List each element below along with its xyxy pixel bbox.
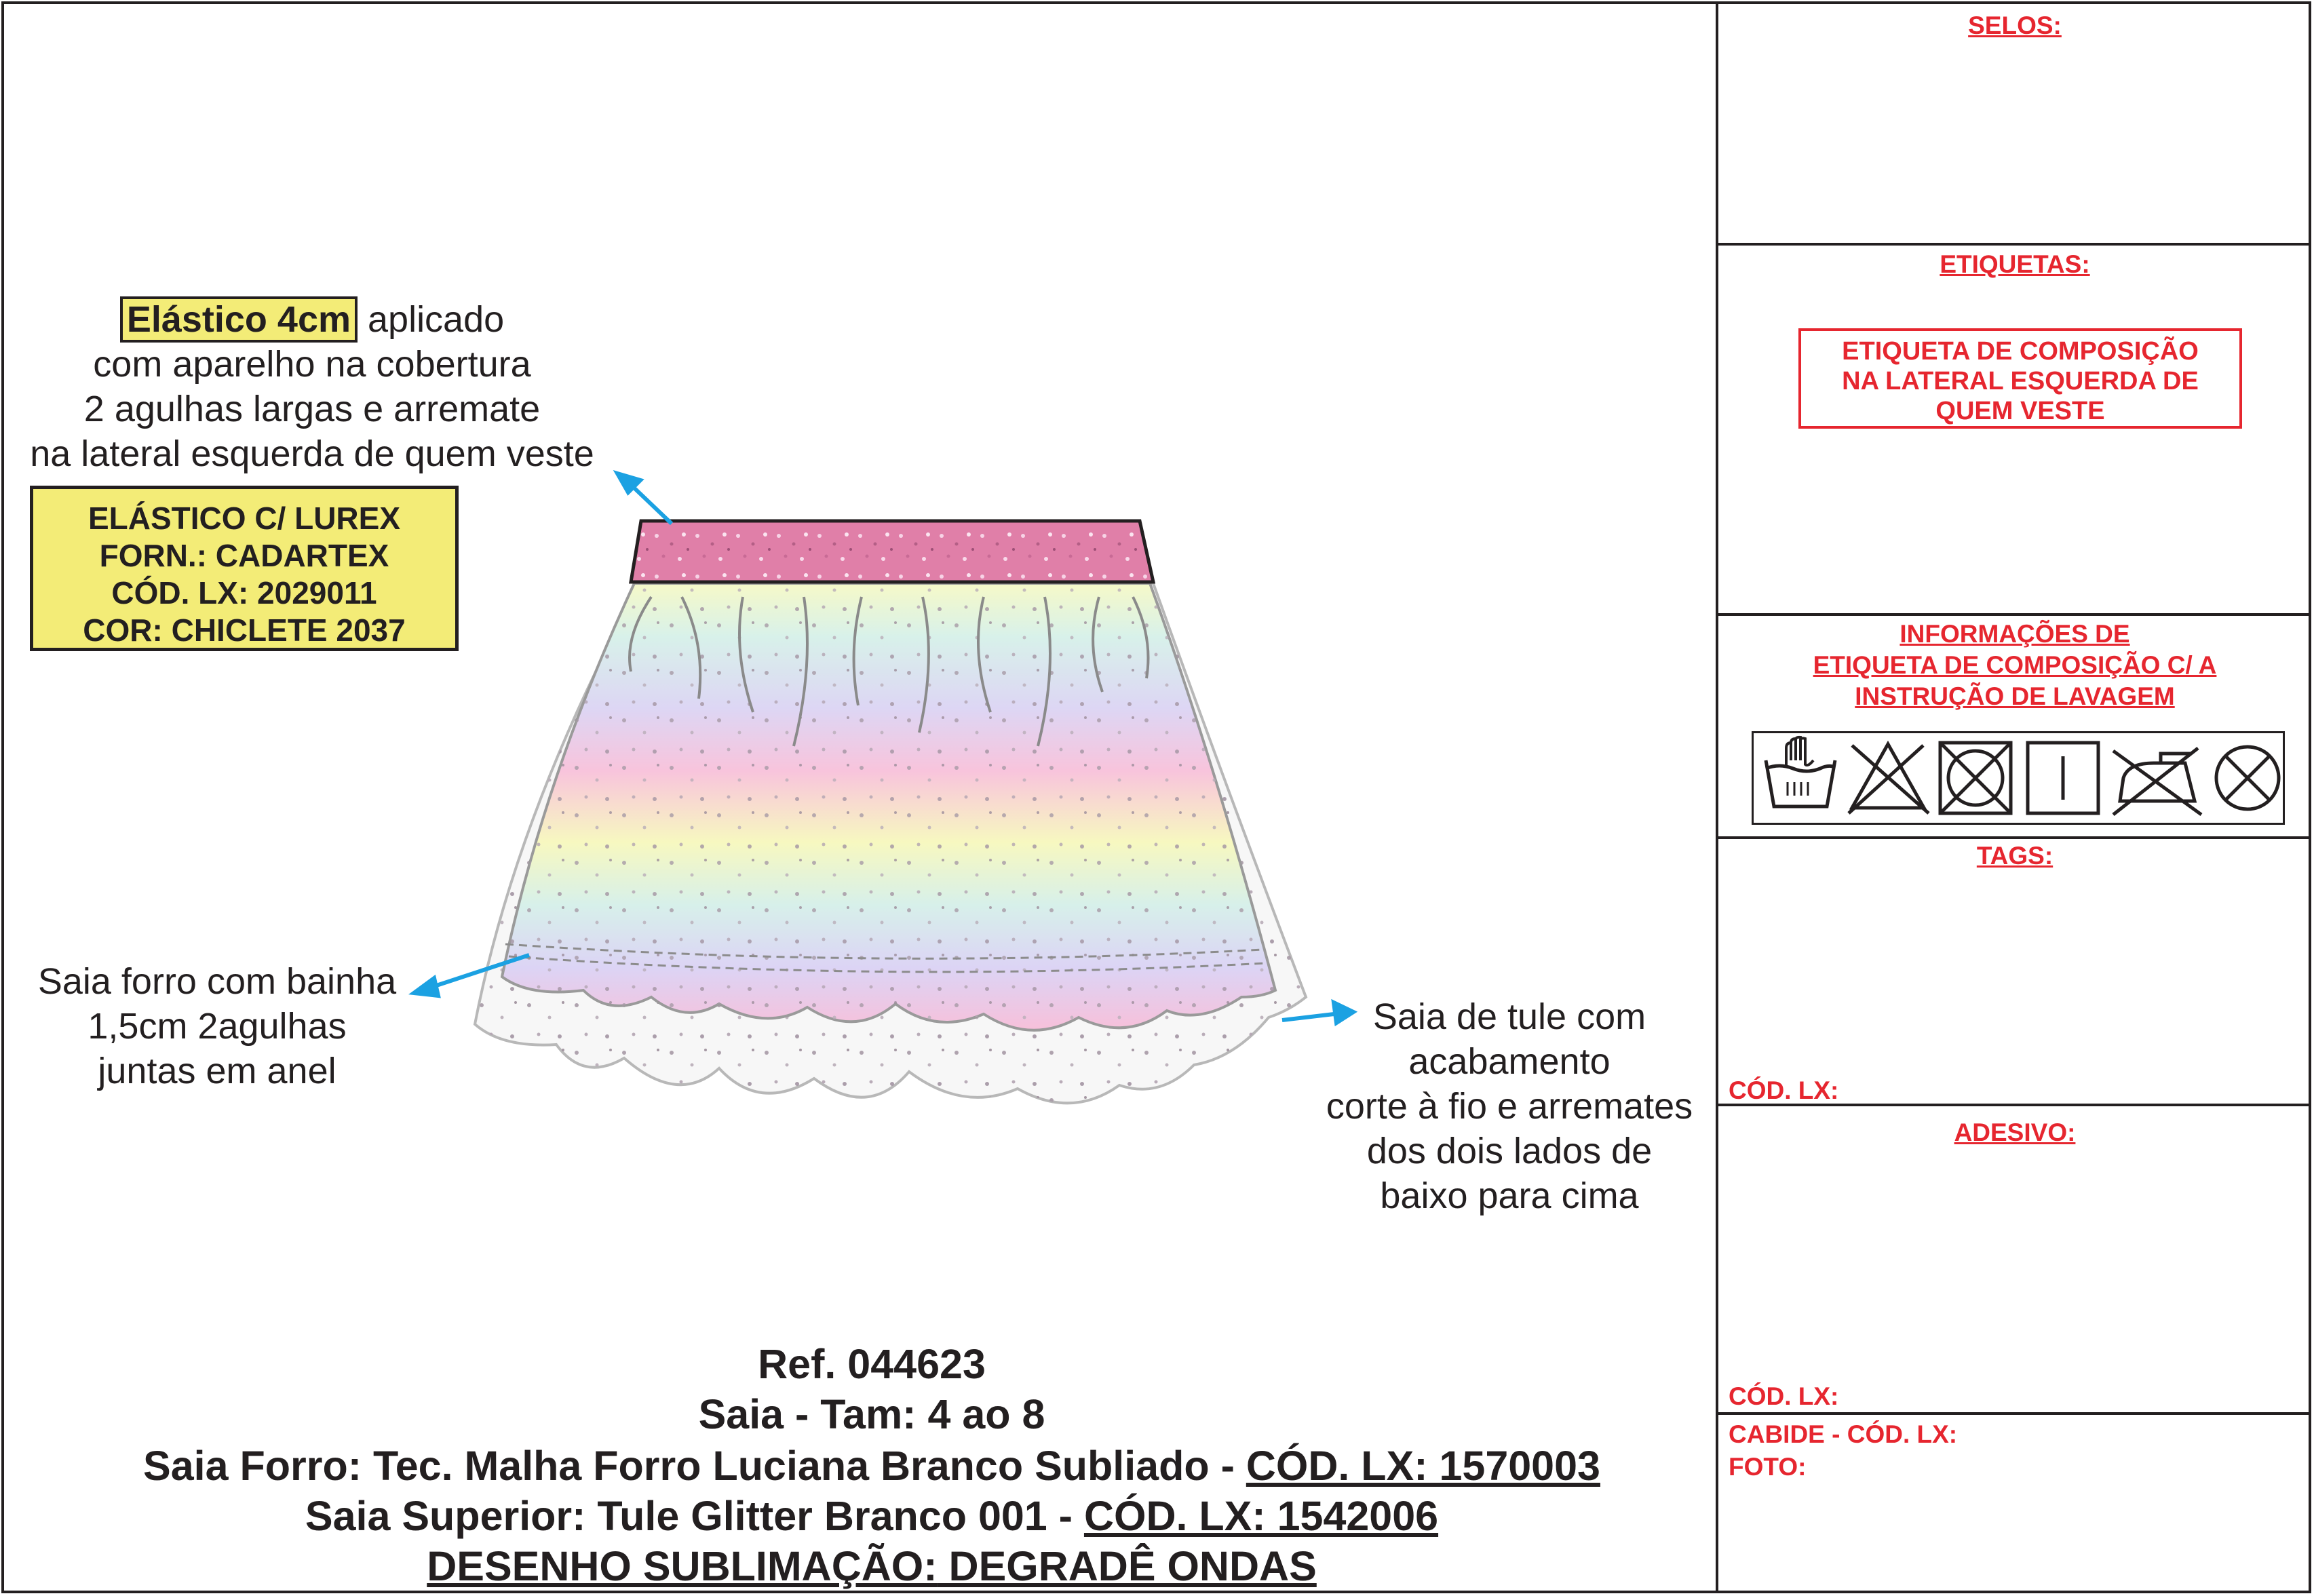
divider-etiquetas [1717, 613, 2311, 616]
tulle-line: baixo para cima [1380, 1175, 1639, 1216]
divider-adesivo [1717, 1412, 2311, 1415]
elastic-box-line: FORN.: CADARTEX [99, 538, 389, 573]
superior-line [41, 1491, 1703, 1541]
etiquetas-title: ETIQUETAS: [1940, 250, 2090, 278]
forro-text: Saia Forro: Tec. Malha Forro Luciana Branco Subliado - [143, 1443, 1246, 1489]
elastic-line1: aplicado [358, 299, 505, 340]
no-dry-clean-icon [2216, 747, 2279, 809]
tulle-line: acabamento [1408, 1041, 1611, 1082]
tulle-note [1303, 994, 1716, 1218]
foto-label: FOTO: [1729, 1453, 1807, 1481]
informacoes-line: INSTRUÇÃO DE LAVAGEM [1855, 682, 2175, 710]
lining-line: juntas em anel [98, 1051, 336, 1091]
etiqueta-composicao-box [1798, 328, 2242, 429]
tulle-line: Saia de tule com [1372, 996, 1646, 1037]
selos-title: SELOS: [1968, 12, 2062, 39]
hand-wash-icon [1766, 737, 1835, 806]
forro-line [41, 1441, 1703, 1491]
tulle-line: corte à fio e arremates [1326, 1086, 1693, 1127]
elastic-box-line: CÓD. LX: 2029011 [111, 575, 377, 610]
tags-cod-label: CÓD. LX: [1729, 1076, 1839, 1104]
tags-title: TAGS: [1976, 842, 2053, 870]
lining-line: 1,5cm 2agulhas [88, 1006, 347, 1047]
adesivo-title: ADESIVO: [1954, 1118, 2076, 1146]
tulle-line: dos dois lados de [1366, 1131, 1653, 1171]
desenho-line [41, 1541, 1703, 1591]
ref-line: Ref. 044623 [758, 1341, 986, 1387]
no-bleach-icon [1849, 744, 1929, 813]
etiqueta-box-line: QUEM VESTE [1935, 397, 2105, 425]
informacoes-line: ETIQUETA DE COMPOSIÇÃO C/ A [1813, 651, 2217, 679]
adesivo-cod-label: CÓD. LX: [1729, 1382, 1839, 1410]
elastic-line4: na lateral esquerda de quem veste [30, 433, 594, 474]
elastic-box-line: ELÁSTICO C/ LUREX [88, 501, 401, 536]
elastic-box-line: COR: CHICLETE 2037 [83, 612, 406, 648]
desenho-label: DESENHO SUBLIMAÇÃO: [427, 1543, 938, 1589]
elastic-highlight: Elástico 4cm [120, 296, 358, 343]
superior-code: CÓD. LX: 1542006 [1083, 1493, 1439, 1539]
lining-line: Saia forro com bainha [37, 961, 397, 1002]
forro-code: CÓD. LX: 1570003 [1246, 1443, 1600, 1489]
lining-note [14, 959, 421, 1093]
elastic-line3: 2 agulhas largas e arremate [83, 389, 541, 429]
elastic-line2: com aparelho na cobertura [93, 344, 531, 385]
divider-selos [1717, 243, 2311, 246]
etiqueta-box-line: ETIQUETA DE COMPOSIÇÃO [1842, 337, 2199, 366]
line-dry-icon [2028, 743, 2098, 813]
superior-text: Saia Superior: Tule Glitter Branco 001 - [305, 1493, 1084, 1539]
elastic-spec-box [30, 486, 459, 651]
informacoes-title [1718, 619, 2311, 712]
care-instructions-box [1752, 731, 2285, 825]
informacoes-line: INFORMAÇÕES DE [1900, 620, 2130, 648]
elastic-note [7, 297, 617, 476]
no-iron-icon [2113, 748, 2201, 815]
divider-informacoes [1717, 836, 2311, 839]
no-tumble-dry-icon [1940, 743, 2011, 813]
etiqueta-box-line: NA LATERAL ESQUERDA DE [1842, 367, 2199, 395]
cabide-label: CABIDE - CÓD. LX: [1729, 1420, 1958, 1448]
saia-line: Saia - Tam: 4 ao 8 [698, 1391, 1045, 1437]
desenho-value: DEGRADÊ ONDAS [937, 1543, 1317, 1589]
